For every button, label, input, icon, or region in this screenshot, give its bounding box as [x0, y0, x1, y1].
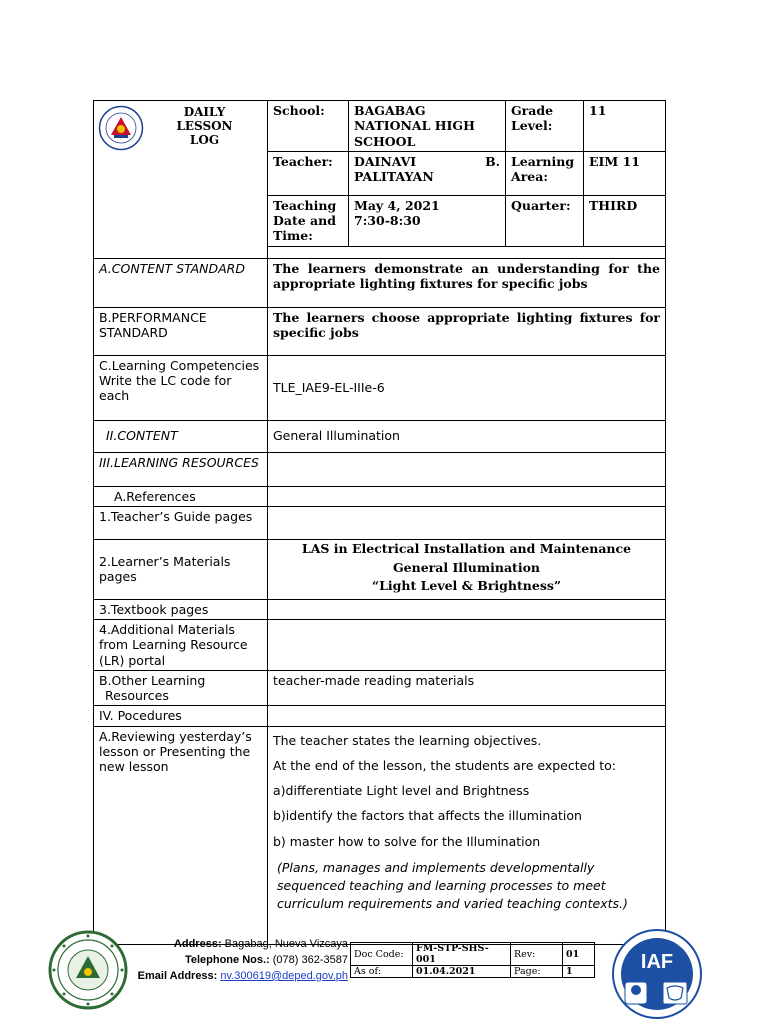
content-standard-value: The learners demonstrate an understanding for the appropriate lighting fixtures for specific jobs [268, 258, 666, 307]
competencies-value: TLE_IAE9-EL-IIIe-6 [268, 355, 666, 420]
school-contact [120, 936, 348, 984]
dll-title-line: LOG [189, 133, 220, 148]
competencies-label-line: Write the LC code for each [99, 372, 232, 403]
ppst-note: (Plans, manages and implements developmentally sequenced teaching and learning processes to meet curriculum requirements and varied teaching contexts.) [277, 859, 628, 911]
performance-standard-value: The learners choose appropriate lighting fixtures for specific jobs [268, 307, 666, 355]
area-label: Learning Area: [506, 151, 584, 195]
performance-standard-label: B.PERFORMANCE STANDARD [94, 307, 268, 355]
other-resources-label [94, 670, 268, 706]
additional-materials-label: 4.Additional Materials from Learning Resource (LR) portal [94, 620, 268, 671]
date-label: Teaching Date and Time: [268, 195, 349, 246]
additional-materials-value [268, 620, 666, 671]
doc-code-label: Doc Code: [351, 943, 413, 966]
objective-item: b) master how to solve for the Illumination [273, 833, 541, 849]
address-label: Address: [173, 938, 222, 950]
objective-expectation: At the end of the lesson, the students are expected to: [273, 757, 616, 773]
grade-value: 11 [584, 101, 666, 152]
document-control-table [350, 942, 595, 978]
references-value [268, 486, 666, 506]
spacer-cell [268, 246, 666, 258]
textbook-value [268, 599, 666, 619]
email-line [120, 968, 348, 984]
time-line: 7:30-8:30 [354, 213, 421, 228]
date-value [349, 195, 506, 246]
page-label: Page: [511, 966, 563, 978]
resources-label: III.LEARNING RESOURCES [94, 452, 268, 486]
other-resources-label-line: Resources [105, 688, 169, 703]
quarter-value: THIRD [584, 195, 666, 246]
rev-value: 01 [563, 943, 595, 966]
dll-title [147, 103, 262, 147]
other-resources-label-line: B.Other Learning [99, 672, 206, 688]
reviewing-label: A.Reviewing yesterday’s lesson or Presenting the new lesson [94, 726, 268, 944]
address-line [120, 936, 348, 952]
learners-materials-value [268, 539, 666, 599]
school-value: BAGABAG NATIONAL HIGH SCHOOL [349, 101, 506, 152]
teacher-name: DAINAVI B. PALITAYAN [354, 153, 500, 184]
grade-label: Grade Level: [506, 101, 584, 152]
rev-label: Rev: [511, 943, 563, 966]
teacher-label: Teacher: [268, 151, 349, 195]
learners-materials-line: LAS in Electrical Installation and Maintenance [301, 540, 632, 556]
phone-line [120, 952, 348, 968]
teacher-value [349, 151, 506, 195]
email-link[interactable]: nv.300619@deped.gov.ph [220, 970, 348, 982]
learners-materials-line: General Illumination [393, 559, 540, 575]
page-value: 1 [563, 966, 595, 978]
content-standard-label: A.CONTENT STANDARD [94, 258, 268, 307]
references-label: A.References [94, 486, 268, 506]
school-seal-icon [48, 930, 128, 1010]
daily-lesson-log-table [93, 100, 666, 945]
dll-title-line: DAILY [183, 105, 226, 119]
teachers-guide-value [268, 506, 666, 539]
learners-materials-label: 2.Learner’s Materials pages [94, 539, 268, 599]
phone-label: Telephone Nos.: [184, 954, 270, 966]
learners-materials-line: “Light Level & Brightness” [371, 578, 562, 594]
email-label: Email Address: [137, 970, 218, 982]
as-of-value: 01.04.2021 [413, 966, 511, 978]
doc-code-value: FM-STP-SHS-001 [413, 943, 511, 966]
dll-header-cell [94, 101, 268, 259]
reviewing-value [268, 726, 666, 944]
other-resources-value: teacher-made reading materials [268, 670, 666, 706]
competencies-label-line: C.Learning Competencies [99, 357, 260, 373]
resources-value [268, 452, 666, 486]
area-value: EIM 11 [584, 151, 666, 195]
competencies-label [94, 355, 268, 420]
school-label: School: [268, 101, 349, 152]
procedures-label: IV. Pocedures [94, 706, 268, 726]
textbook-label: 3.Textbook pages [94, 599, 268, 619]
as-of-label: As of: [351, 966, 413, 978]
iaf-text: IAF [640, 951, 674, 973]
content-label: II.CONTENT [94, 420, 268, 452]
iaf-certification-icon [607, 928, 707, 1024]
quarter-label: Quarter: [506, 195, 584, 246]
deped-seal-icon [98, 105, 144, 151]
procedures-value [268, 706, 666, 726]
objective-item: a)differentiate Light level and Brightness [273, 783, 530, 798]
objective-item: b)identify the factors that affects the illumination [273, 808, 582, 824]
teachers-guide-label: 1.Teacher’s Guide pages [94, 506, 268, 539]
phone-value: (078) 362-3587 [272, 954, 348, 966]
dll-title-line: LESSON [176, 119, 233, 134]
date-line: May 4, 2021 [354, 197, 440, 213]
objective-intro: The teacher states the learning objectives. [273, 732, 542, 748]
address-value: Bagabag, Nueva Vizcaya [224, 938, 348, 950]
page-footer [0, 920, 768, 1024]
content-value: General Illumination [268, 420, 666, 452]
